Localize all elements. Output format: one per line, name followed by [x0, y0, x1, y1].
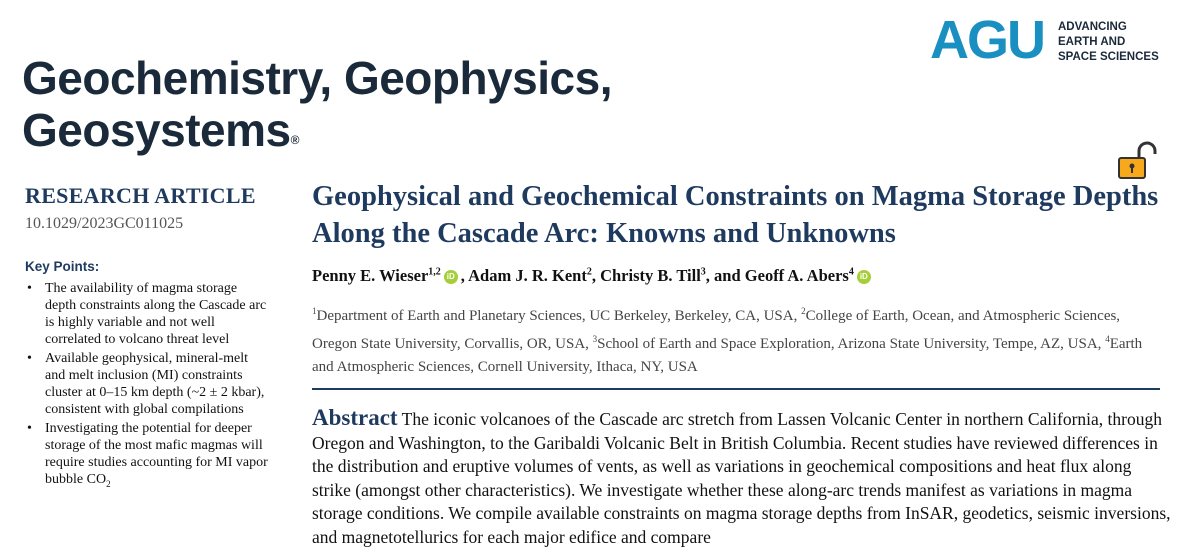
article-doi[interactable]: 10.1029/2023GC011025: [25, 215, 184, 232]
key-point-text: Investigating the potential for deeper storage of the most mafic magmas will require studies accounting for MI vapor bubble CO: [45, 421, 268, 487]
author-affiliation-ref: 1,2: [428, 266, 441, 278]
affiliations: [312, 300, 1162, 379]
agu-tagline: [1058, 20, 1159, 65]
key-points-heading: Key Points:: [25, 259, 100, 274]
affiliation-text: School of Earth and Space Exploration, Arizona State University, Tempe, AZ, USA,: [597, 336, 1106, 352]
abstract-label: Abstract: [312, 405, 398, 430]
affiliation-text: Department of Earth and Planetary Sciences, UC Berkeley, Berkeley, CA, USA,: [316, 308, 802, 324]
agu-logo[interactable]: [930, 12, 1180, 72]
article-header: [312, 178, 1162, 379]
agu-tagline-line: SPACE SCIENCES: [1058, 51, 1159, 63]
abstract: [312, 406, 1172, 549]
author-separator: , and: [705, 266, 745, 285]
abstract-text: The iconic volcanoes of the Cascade arc stretch from Lassen Volcanic Center in northern California, through Oregon and Washington, to the Garibaldi Volcanic Belt in British Columbia. Recent studies have reviewed differences in the distribution and eruptive volumes of vents, as well as variations in geochemical compositions and heat flux along strike (amongst other characteristics). We investigate whether these along-arc trends manifest as variations in magma storage conditions. We compile available constraints on magma storage depths from InSAR, geodetics, seismic inversions, and magnetotellurics for each major edifice and compare: [312, 409, 1171, 547]
affiliation-number: 1: [312, 306, 317, 316]
journal-title: [22, 52, 662, 156]
author-affiliation-ref: 3: [700, 266, 706, 278]
sidebar-metadata: [25, 183, 270, 495]
author-separator: ,: [460, 266, 469, 285]
author-list: [312, 266, 1162, 286]
journal-title-line1: Geochemistry, Geophysics,: [22, 52, 612, 104]
agu-tagline-line: ADVANCING: [1058, 21, 1127, 33]
affiliation-number: 2: [801, 306, 806, 316]
author-name[interactable]: Adam J. R. Kent: [468, 266, 587, 285]
section-divider: [312, 388, 1160, 390]
key-point-item: [25, 350, 270, 418]
registered-mark: ®: [290, 133, 299, 147]
key-point-item: [25, 420, 270, 493]
orcid-icon[interactable]: iD: [444, 270, 458, 284]
agu-logo-letters: AGU: [930, 10, 1044, 70]
author-name[interactable]: Penny E. Wieser: [312, 266, 429, 285]
key-point-text: The availability of magma storage depth constraints along the Cascade arc is highly variable and not well correlated to volcano threat level: [45, 281, 267, 347]
key-point-item: [25, 280, 270, 348]
article-type: RESEARCH ARTICLE: [25, 183, 256, 208]
key-points-list: [25, 280, 270, 493]
affiliation-number: 3: [592, 334, 598, 344]
affiliation-text: College of Earth, Ocean, and Atmospheric Sciences, Oregon State University, Corvallis, OR, USA,: [312, 308, 1121, 352]
author-separator: ,: [591, 266, 601, 285]
author-affiliation-ref: 4: [848, 266, 854, 278]
affiliation-number: 4: [1105, 334, 1110, 344]
author-name[interactable]: Geoff A. Abers: [744, 266, 849, 285]
key-point-text: Available geophysical, mineral-melt and melt inclusion (MI) constraints cluster at 0–15 km depth (~2 ± 2 kbar), consistent with global compilations: [45, 351, 265, 417]
key-point-subscript: 2: [106, 478, 111, 489]
author-name[interactable]: Christy B. Till: [600, 266, 701, 285]
author-affiliation-ref: 2: [586, 266, 592, 278]
orcid-icon[interactable]: iD: [857, 270, 871, 284]
article-title: Geophysical and Geochemical Constraints on Magma Storage Depths Along the Cascade Arc: Knowns and Unknowns: [312, 181, 1159, 249]
journal-title-line2: Geosystems: [22, 104, 291, 156]
open-lock-icon: [1115, 140, 1163, 180]
affiliation-text: Earth and Atmospheric Sciences, Cornell University, Ithaca, NY, USA: [312, 336, 1143, 375]
agu-tagline-line: EARTH AND: [1058, 36, 1126, 48]
